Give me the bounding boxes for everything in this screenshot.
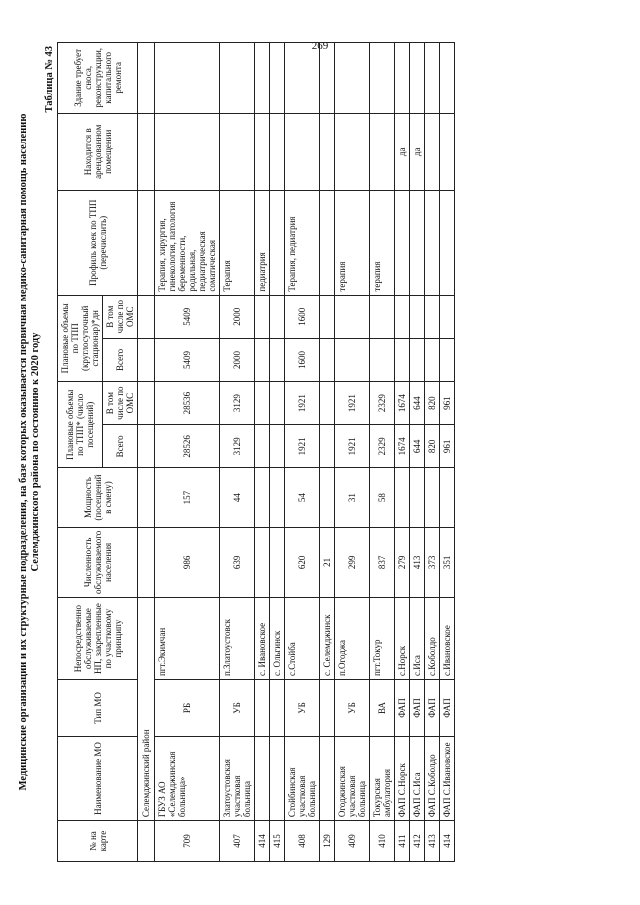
cell-rented [440, 113, 455, 190]
header-inpatient-total: Всего [103, 338, 138, 381]
table-row [425, 43, 440, 862]
cell-repair [425, 43, 440, 114]
table-row [410, 43, 425, 862]
cell-visits-oms [255, 382, 270, 425]
cell-inp-oms [255, 295, 270, 338]
cell-visits-oms: 644 [410, 382, 425, 425]
cell-profile: терапия [370, 190, 395, 295]
header-rented: Находится в арендованном помещении [58, 113, 138, 190]
cell-places: пгт.Токур [370, 598, 395, 680]
cell-visits-oms: 1921 [335, 382, 370, 425]
table-row [155, 43, 220, 862]
cell-num: 408 [285, 821, 320, 862]
cell-rented [255, 113, 270, 190]
cell-rented [335, 113, 370, 190]
cell-repair [395, 43, 410, 114]
cell-num: 411 [395, 821, 410, 862]
cell-capacity [395, 468, 410, 527]
cell-population: 639 [220, 527, 255, 598]
cell-capacity [440, 468, 455, 527]
table-row [255, 43, 270, 862]
cell-visits-total: 820 [425, 425, 440, 468]
cell-type: УБ [220, 680, 255, 737]
cell-inp-oms [370, 295, 395, 338]
cell-type [320, 680, 335, 737]
cell-population [270, 527, 285, 598]
cell-inp-oms [335, 295, 370, 338]
cell-visits-total [320, 425, 335, 468]
cell-capacity: 157 [155, 468, 220, 527]
cell-inp-total: 2000 [220, 338, 255, 381]
cell-population: 837 [370, 527, 395, 598]
cell-inp-oms [440, 295, 455, 338]
region-row [138, 43, 155, 862]
header-places: Непосредственно обслуживаемые НП, закрепленные по участковому принципу [58, 598, 138, 680]
cell-type: ВА [370, 680, 395, 737]
cell-visits-oms [270, 382, 285, 425]
cell-repair [220, 43, 255, 114]
cell-capacity [270, 468, 285, 527]
cell-places: с.Коболдо [425, 598, 440, 680]
cell-type: ФАП [410, 680, 425, 737]
cell-inp-oms: 1600 [285, 295, 320, 338]
cell-places: с.Иса [410, 598, 425, 680]
header-visits-group: Плановые объемы по ТПП* (число посещений) [58, 382, 103, 468]
cell-inp-oms [425, 295, 440, 338]
cell-visits-total: 961 [440, 425, 455, 468]
cell-places: с. Ивановское [255, 598, 270, 680]
header-visits-oms: В том числе по ОМС [103, 382, 138, 425]
cell-inp-total [370, 338, 395, 381]
cell-name: ФАП С.Норск [395, 736, 410, 820]
cell-visits-total: 644 [410, 425, 425, 468]
cell-profile [440, 190, 455, 295]
cell-name: Огоджинская участковая больница [335, 736, 370, 820]
cell-repair [285, 43, 320, 114]
cell-profile: педиатрия [255, 190, 270, 295]
cell-name [255, 736, 270, 820]
cell-repair [155, 43, 220, 114]
table-label: Таблица № 43 [44, 46, 55, 113]
cell-repair [370, 43, 395, 114]
cell-profile: Терапия [220, 190, 255, 295]
cell-name: ФАП С.Ивановское [440, 736, 455, 820]
cell-visits-oms [320, 382, 335, 425]
cell-type [270, 680, 285, 737]
cell-visits-oms: 820 [425, 382, 440, 425]
cell-num: 414 [255, 821, 270, 862]
cell-inp-total: 1600 [285, 338, 320, 381]
medical-organizations-table [57, 42, 455, 862]
cell-num: 415 [270, 821, 285, 862]
cell-inp-oms [410, 295, 425, 338]
cell-places: п.Огоджа [335, 598, 370, 680]
cell-inp-total [255, 338, 270, 381]
cell-inp-oms: 5409 [155, 295, 220, 338]
cell-visits-total: 28526 [155, 425, 220, 468]
cell-num: 409 [335, 821, 370, 862]
region-num-cell [138, 821, 155, 862]
cell-rented: да [395, 113, 410, 190]
cell-visits-oms: 1921 [285, 382, 320, 425]
cell-places: с. Ольгинск [270, 598, 285, 680]
cell-profile [425, 190, 440, 295]
cell-num: 709 [155, 821, 220, 862]
cell-places: с.Норск [395, 598, 410, 680]
header-inpatient-group: Плановые объемы по ТПП (круглосуточный стационар)*дн [58, 295, 103, 381]
cell-visits-oms: 961 [440, 382, 455, 425]
table-row [285, 43, 320, 862]
table-row [395, 43, 410, 862]
cell-places: с.Стойба [285, 598, 320, 680]
cell-num: 414 [440, 821, 455, 862]
page-number: 269 [311, 40, 329, 52]
cell-capacity: 54 [285, 468, 320, 527]
cell-repair [320, 43, 335, 114]
header-profile: Профиль коек по ТПП (перечислить) [58, 190, 138, 295]
cell-places: с. Селемджинск [320, 598, 335, 680]
cell-type: РБ [155, 680, 220, 737]
cell-inp-oms: 2000 [220, 295, 255, 338]
cell-profile [270, 190, 285, 295]
cell-name [270, 736, 285, 820]
cell-rented [320, 113, 335, 190]
cell-capacity [425, 468, 440, 527]
cell-rented [370, 113, 395, 190]
cell-capacity: 31 [335, 468, 370, 527]
cell-visits-total: 1921 [335, 425, 370, 468]
cell-num: 129 [320, 821, 335, 862]
header-row-1 [58, 43, 103, 862]
cell-population: 373 [425, 527, 440, 598]
cell-rented [220, 113, 255, 190]
cell-type: ФАП [440, 680, 455, 737]
table-row [320, 43, 335, 862]
cell-rented [285, 113, 320, 190]
cell-repair [255, 43, 270, 114]
cell-inp-oms [270, 295, 285, 338]
cell-places: с.Ивановское [440, 598, 455, 680]
cell-type: ФАП [395, 680, 410, 737]
cell-population: 299 [335, 527, 370, 598]
cell-capacity: 58 [370, 468, 395, 527]
cell-rented [425, 113, 440, 190]
cell-places: п.Златоустовск [220, 598, 255, 680]
cell-profile: Терапия, педиатрия [285, 190, 320, 295]
cell-visits-total: 3129 [220, 425, 255, 468]
cell-inp-oms [320, 295, 335, 338]
table-row [440, 43, 455, 862]
header-num: № на карте [58, 821, 138, 862]
cell-profile: терапия [335, 190, 370, 295]
cell-population: 279 [395, 527, 410, 598]
cell-inp-total: 5409 [155, 338, 220, 381]
table-row [270, 43, 285, 862]
cell-num: 413 [425, 821, 440, 862]
cell-rented: да [410, 113, 425, 190]
cell-repair [410, 43, 425, 114]
cell-population: 351 [440, 527, 455, 598]
cell-visits-total: 1921 [285, 425, 320, 468]
cell-name: ФАП С.Иса [410, 736, 425, 820]
cell-inp-total [395, 338, 410, 381]
cell-visits-total [270, 425, 285, 468]
cell-population: 413 [410, 527, 425, 598]
cell-inp-total [410, 338, 425, 381]
cell-repair [335, 43, 370, 114]
cell-profile [410, 190, 425, 295]
cell-repair [270, 43, 285, 114]
cell-inp-total [320, 338, 335, 381]
cell-capacity: 44 [220, 468, 255, 527]
cell-profile: Терапия, хирургия, гинекология, патология беременности, родильная, педиатрическая соматическая [155, 190, 220, 295]
cell-rented [270, 113, 285, 190]
cell-inp-total [440, 338, 455, 381]
header-population: Численность обслуживаемого населения [58, 527, 138, 598]
document-heading: Медицинские организации и их структурные подразделения, на базе которых оказывается первичная медико-санитарная помощь населению Селемджинского района по состоянию к 2020 году [18, 113, 41, 791]
cell-places: пгт.Экимчан [155, 598, 220, 680]
cell-num: 412 [410, 821, 425, 862]
header-visits-total: Всего [103, 425, 138, 468]
cell-population: 986 [155, 527, 220, 598]
header-capacity: Мощность (посещений в смену) [58, 468, 138, 527]
cell-name: Стойбинская участковая больница [285, 736, 320, 820]
table-row [370, 43, 395, 862]
cell-type: ФАП [425, 680, 440, 737]
cell-visits-oms: 1674 [395, 382, 410, 425]
cell-population [255, 527, 270, 598]
table-row [220, 43, 255, 862]
cell-name [320, 736, 335, 820]
table-row [335, 43, 370, 862]
cell-type [255, 680, 270, 737]
cell-name: ГБУЗ АО «Селемджинская больница» [155, 736, 220, 820]
cell-visits-oms: 2329 [370, 382, 395, 425]
cell-population: 21 [320, 527, 335, 598]
cell-inp-total [335, 338, 370, 381]
region-name: Селемджинский район [138, 598, 155, 821]
cell-name: ФАП С.Коболдо [425, 736, 440, 820]
cell-profile [395, 190, 410, 295]
header-inpatient-oms: В том числе по ОМС [103, 295, 138, 338]
cell-name: Токурская амбулатория [370, 736, 395, 820]
cell-name: Златоустовская участковая больница [220, 736, 255, 820]
cell-repair [440, 43, 455, 114]
cell-inp-total [425, 338, 440, 381]
header-repair: Здание требует сноса, реконструкции, капитального ремонта [58, 43, 138, 114]
cell-population: 620 [285, 527, 320, 598]
cell-profile [320, 190, 335, 295]
header-name: Наименование МО [58, 736, 138, 820]
cell-num: 410 [370, 821, 395, 862]
cell-type: УБ [335, 680, 370, 737]
cell-rented [155, 113, 220, 190]
cell-visits-oms: 28536 [155, 382, 220, 425]
cell-capacity [320, 468, 335, 527]
cell-visits-oms: 3129 [220, 382, 255, 425]
cell-capacity [255, 468, 270, 527]
cell-num: 407 [220, 821, 255, 862]
cell-capacity [410, 468, 425, 527]
cell-inp-total [270, 338, 285, 381]
rotated-page [18, 42, 578, 862]
header-type: Тип МО [58, 680, 138, 737]
cell-visits-total: 2329 [370, 425, 395, 468]
cell-visits-total [255, 425, 270, 468]
cell-visits-total: 1674 [395, 425, 410, 468]
cell-inp-oms [395, 295, 410, 338]
cell-type: УБ [285, 680, 320, 737]
